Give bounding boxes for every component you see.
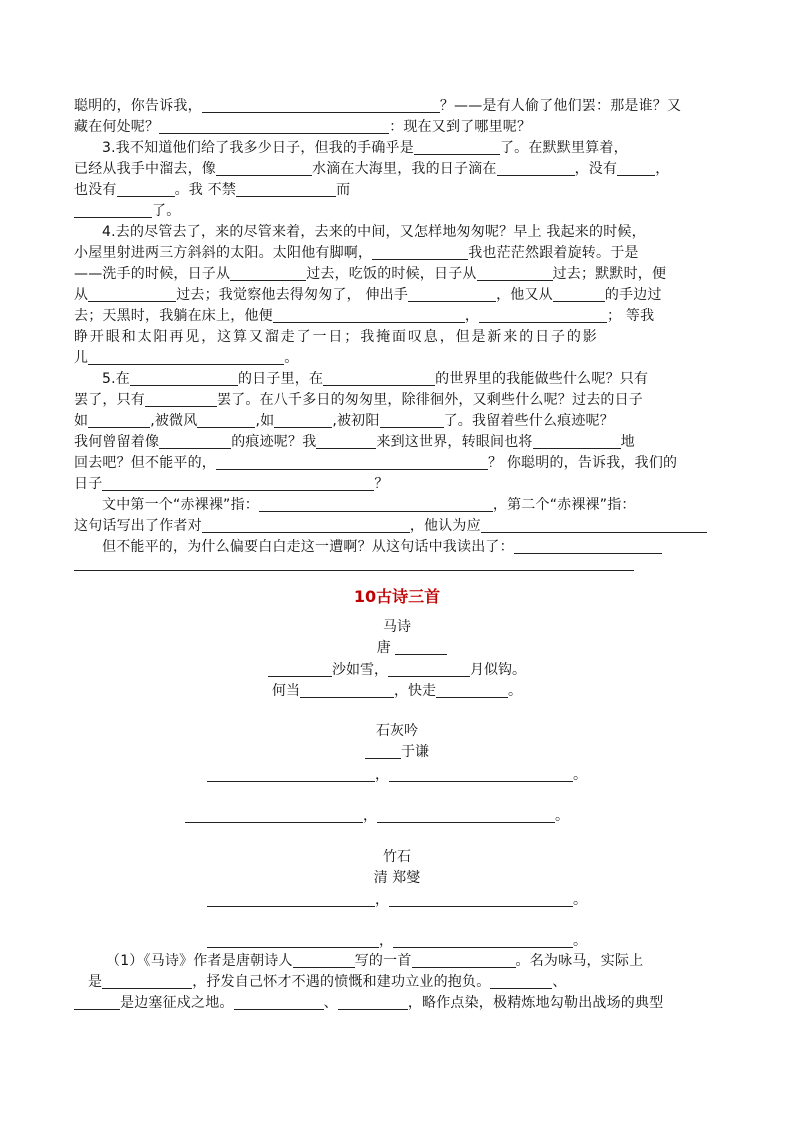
text: 回去吧？但不能平的， [74, 455, 216, 471]
answer-blank[interactable] [436, 682, 508, 698]
text: ，快走 [394, 683, 436, 699]
text: 儿 [74, 350, 89, 366]
text: 从 [74, 287, 89, 303]
poem-title: 竹石 [383, 849, 411, 865]
text: 于谦 [401, 744, 429, 760]
question-line [106, 951, 726, 972]
text: ：现在又到了哪里呢？ [389, 119, 532, 135]
answer-blank[interactable] [236, 181, 336, 197]
text: 日子 [74, 476, 103, 492]
answer-blank[interactable] [274, 412, 332, 428]
passage-line [74, 327, 722, 348]
answer-blank[interactable] [293, 952, 355, 968]
answer-blank[interactable] [323, 370, 435, 386]
text: 过去，吃饭的时候，日子从 [306, 266, 477, 282]
answer-blank[interactable] [533, 433, 621, 449]
text: 也没有 [74, 182, 117, 198]
answer-blank[interactable] [268, 661, 332, 677]
text: ，第二个“赤裸裸”指： [492, 497, 636, 513]
answer-blank[interactable] [207, 891, 375, 907]
poem-author-line [0, 638, 794, 659]
answer-blank[interactable] [117, 181, 175, 197]
question-line [88, 972, 736, 993]
text: ，抒发自己怀才不遇的愤慨和建功立业的抱负。 [192, 974, 491, 990]
text: ，略作点染，极精炼地勾勒出战场的典型 [407, 995, 664, 1011]
passage-line [74, 264, 722, 285]
passage-line [74, 96, 722, 117]
poem-line [0, 681, 794, 702]
answer-blank[interactable] [389, 891, 573, 907]
text: 而 [336, 182, 351, 198]
passage-line [102, 369, 722, 390]
answer-blank[interactable] [481, 517, 707, 533]
answer-blank[interactable] [377, 807, 555, 823]
passage-line [74, 348, 722, 369]
text: 。名为咏马，实际上 [515, 953, 644, 969]
answer-blank[interactable] [207, 766, 375, 782]
answer-blank[interactable] [130, 370, 238, 386]
answer-blank[interactable] [479, 307, 607, 323]
passage-line [74, 243, 722, 264]
text: 5.在 [102, 371, 130, 387]
passage-line [74, 180, 722, 201]
text: 的手边过 [604, 287, 662, 303]
text: 这句话写出了作者对 [74, 518, 202, 534]
answer-blank[interactable] [145, 391, 217, 407]
text: 。 [573, 892, 587, 908]
passage-line [74, 285, 722, 306]
text: 了。 [152, 203, 181, 219]
poem-author: 清 郑燮 [373, 870, 421, 886]
text: 、 [552, 974, 567, 990]
answer-blank[interactable] [74, 202, 152, 218]
answer-blank[interactable] [553, 286, 605, 302]
text: 过去；我觉察他去得匆匆了， 伸出手 [176, 287, 409, 303]
poem-line [0, 931, 794, 952]
text: 已经从我手中溜去，像 [74, 161, 216, 177]
question-line [74, 993, 722, 1014]
answer-blank[interactable] [514, 538, 662, 554]
answer-blank[interactable] [185, 807, 363, 823]
text: 但不能平的，为什么偏要白白走这一遭啊？从这句话中我读出了： [102, 539, 514, 555]
question-line [102, 495, 722, 516]
text: ， [464, 308, 480, 324]
text: ,被初阳 [332, 413, 380, 429]
text: 是边塞征戍之地。 [120, 995, 234, 1011]
section-title: 10古诗三首 [353, 587, 441, 606]
answer-blank[interactable] [617, 160, 655, 176]
poem-line [0, 765, 794, 786]
answer-blank[interactable] [395, 639, 447, 655]
answer-blank[interactable] [197, 412, 255, 428]
text: 何当 [272, 683, 300, 699]
text: ？——是有人偷了他们罢：那是谁？又 [439, 98, 682, 114]
text: ， [375, 892, 389, 908]
answer-blank[interactable] [102, 475, 374, 491]
answer-blank[interactable] [202, 517, 410, 533]
text: ，他认为应 [409, 518, 481, 534]
passage-line [102, 138, 722, 159]
text: 写的一首 [354, 953, 412, 969]
passage-line [74, 201, 722, 222]
answer-blank[interactable] [230, 265, 306, 281]
answer-blank[interactable] [408, 286, 496, 302]
answer-blank[interactable] [414, 139, 500, 155]
text: ，他又从 [496, 287, 553, 303]
text: ,被微风 [150, 413, 198, 429]
text: ——洗手的时候，日子从 [74, 266, 231, 282]
text: 睁开眼和太阳再见，这算又溜走了一日；我掩面叹息，但是新来的日子的影 [74, 329, 599, 345]
answer-blank[interactable] [490, 973, 552, 989]
poem-title: 石灰吟 [376, 723, 418, 739]
answer-blank[interactable] [300, 682, 394, 698]
text: 的痕迹呢？我 [231, 434, 317, 450]
poem-title: 马诗 [383, 619, 411, 635]
text: 文中第一个“赤裸裸”指： [102, 497, 259, 513]
answer-blank[interactable] [159, 118, 389, 134]
answer-blank[interactable] [388, 661, 470, 677]
passage-line [102, 222, 722, 243]
answer-blank[interactable] [338, 994, 408, 1010]
text: ， [655, 161, 670, 177]
text: ； 等我 [607, 308, 655, 324]
answer-blank[interactable] [202, 97, 440, 113]
text: 。 [573, 933, 587, 949]
text: 小屋里射进两三方斜斜的太阳。太阳他有脚啊， [74, 245, 373, 261]
text: 。我 不禁 [174, 182, 237, 198]
poem-line [0, 660, 794, 681]
answer-blank[interactable] [159, 433, 231, 449]
answer-blank[interactable] [102, 973, 192, 989]
text: ？ 你聪明的，告诉我，我们的 [488, 455, 678, 471]
answer-blank[interactable] [216, 454, 488, 470]
answer-blank[interactable] [207, 932, 379, 948]
question-line [74, 516, 722, 537]
answer-blank[interactable] [393, 932, 573, 948]
text: ， [379, 933, 393, 949]
passage-line [74, 306, 722, 327]
answer-blank[interactable] [88, 349, 284, 365]
text: ， [363, 808, 377, 824]
text: 。 [284, 350, 299, 366]
answer-blank[interactable] [259, 496, 493, 512]
text: 是 [88, 974, 103, 990]
poem-line [0, 806, 794, 827]
text: 来到这世界，转眼间也将 [376, 434, 533, 450]
text: 过去；默默时，便 [552, 266, 667, 282]
text: 罢了。在八千多日的匆匆里，除徘徊外，又剩些什么呢？过去的日子 [217, 392, 643, 408]
text: 了。在默默里算着， [499, 140, 628, 156]
answer-blank[interactable] [365, 743, 401, 759]
answer-blank[interactable] [234, 994, 324, 1010]
text: （1）《马诗》作者是唐朝诗人 [106, 953, 293, 969]
passage-line [74, 117, 722, 138]
text: 水滴在大海里，我的日子滴在 [312, 161, 497, 177]
text: 。 [573, 767, 587, 783]
answer-blank[interactable] [372, 244, 468, 260]
text: 3.我不知道他们给了我多少日子，但我的手确乎是 [102, 140, 414, 156]
answer-blank[interactable] [88, 412, 150, 428]
text: 去；天黑时，我躺在床上，他便 [74, 308, 273, 324]
text: ,如 [255, 413, 275, 429]
answer-blank[interactable] [497, 160, 575, 176]
passage-line [74, 453, 722, 474]
answer-blank[interactable] [316, 433, 376, 449]
text: 的世界里的我能做些什么呢？只有 [435, 371, 649, 387]
passage-line [74, 432, 722, 453]
text: 月似钩。 [470, 662, 526, 678]
text: 、 [323, 995, 338, 1011]
text: ？ [374, 476, 389, 492]
answer-blank[interactable] [216, 160, 312, 176]
poem-author-line [0, 742, 794, 763]
text: 地 [620, 434, 635, 450]
answer-blank[interactable] [380, 412, 444, 428]
text: 如 [74, 413, 89, 429]
text: 聪明的，你告诉我， [74, 98, 202, 114]
answer-blank[interactable] [477, 265, 553, 281]
answer-blank[interactable] [74, 994, 120, 1010]
poem-line [0, 890, 794, 911]
text: 了。我留着些什么痕迹呢？ [443, 413, 614, 429]
answer-blank-long[interactable] [74, 570, 634, 571]
answer-blank[interactable] [389, 766, 573, 782]
text: 的日子里，在 [237, 371, 324, 387]
text: 。 [555, 808, 569, 824]
answer-blank[interactable] [273, 307, 465, 323]
passage-line [74, 474, 722, 495]
answer-blank[interactable] [412, 952, 516, 968]
text: ，没有 [574, 161, 618, 177]
passage-line [74, 390, 722, 411]
text: 唐 [376, 640, 391, 656]
passage-line [74, 411, 722, 432]
text: ， [375, 767, 389, 783]
question-line [102, 537, 722, 558]
text: 藏在何处呢？ [74, 119, 160, 135]
text: 4.去的尽管去了，来的尽管来着，去来的中间，又怎样地匆匆呢？早上 我起来的时候， [102, 224, 646, 240]
text: 我也茫茫然跟着旋转。于是 [468, 245, 639, 261]
text: 沙如雪， [332, 662, 388, 678]
text: 罢了，只有 [74, 392, 145, 408]
text: 。 [508, 683, 522, 699]
answer-blank[interactable] [88, 286, 176, 302]
passage-line [74, 159, 722, 180]
text: 我何曾留着像 [74, 434, 160, 450]
